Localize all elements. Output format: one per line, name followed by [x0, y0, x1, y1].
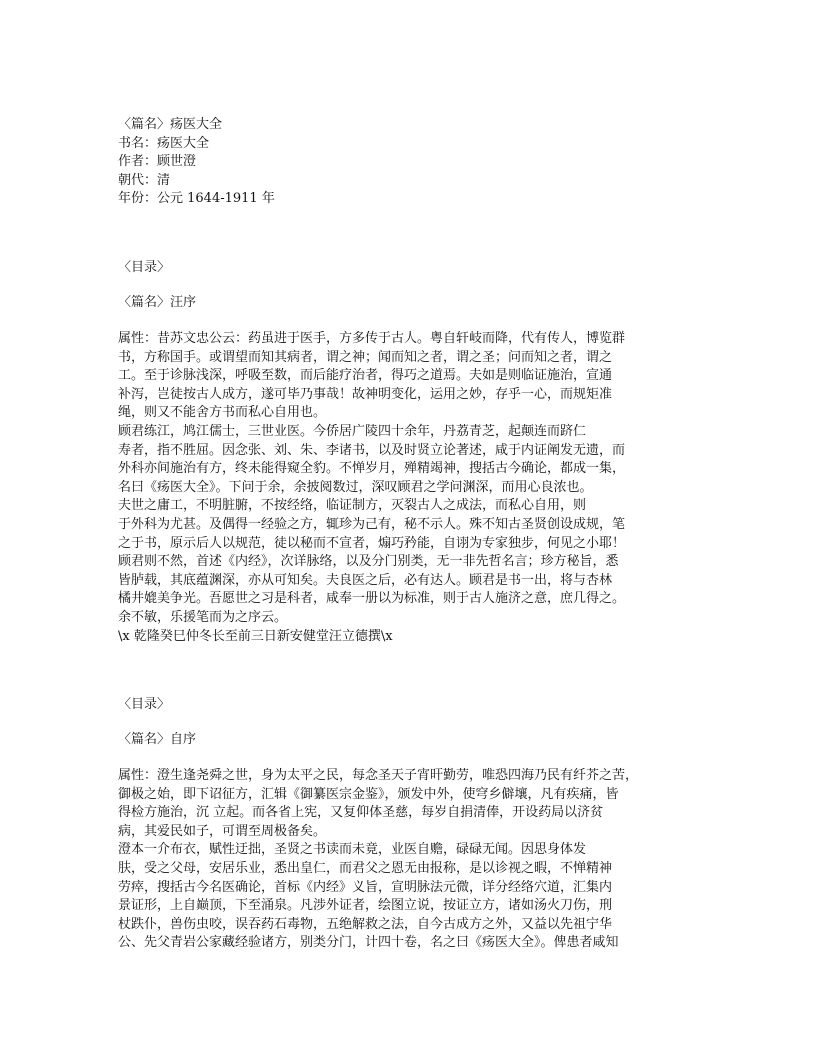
- text-line: \x 乾隆癸巳仲冬长至前三日新安健堂汪立德撰\x: [118, 628, 393, 644]
- info-line: 朝代：清: [118, 172, 171, 188]
- text-line: 顾君则不然，首述《内经》，次详脉络，以及分门别类，无一非先哲名言；珍方秘旨，悉: [118, 554, 619, 570]
- text-line: 景证形，上自巅顶，下至涌泉。凡涉外证者，绘图立说，按证立方，诸如汤火刀伤，刑: [118, 898, 613, 914]
- text-line: 书，方称国手。或谓望而知其病者，谓之神；闻而知之者，谓之圣；问而知之者，谓之: [118, 349, 613, 365]
- text-line: 肤，受之父母，安居乐业，悉出皇仁，而君父之恩无由报称，是以诊视之暇，不惮精神: [118, 860, 613, 876]
- text-line: 顾君练江，鸠江儒士，三世业医。今侨居广陵四十余年，丹荔青芝，起颠连而跻仁: [118, 423, 587, 439]
- text-line: 补泻，岂徒按古人成方，遂可毕乃事哉！故神明变化，运用之妙，存乎一心，而规矩准: [118, 386, 613, 402]
- text-line: 公、先父青岩公家藏经验诸方，别类分门，计四十卷，名之曰《疡医大全》。俾患者咸知: [118, 935, 619, 951]
- text-line: 皆胪载，其底蕴渊深，亦从可知矣。夫良医之后，必有达人。顾君是书一出，将与杏林: [118, 572, 613, 588]
- text-line: 夫世之庸工，不明脏腑，不按经络，临证制方，灭裂古人之成法，而私心自用，则: [118, 498, 587, 514]
- toc-label-1: 〈目录〉: [118, 260, 171, 275]
- text-line: 属性：昔苏文忠公云：药虽进于医手，方多传于古人。粤自轩岐而降，代有传人，博览群: [118, 331, 626, 346]
- text-line: 澄本一介布衣，赋性迂拙，圣贤之书读而未竟，业医自赡，碌碌无闻。因思身体发: [118, 842, 587, 858]
- text-line: 得检方施治，沉 立起。而各省上宪，又复仰体圣慈，每岁自捐清俸，开设药局以济贫: [118, 805, 604, 821]
- text-line: 名曰《疡医大全》。下问于余，余披阅数过，深叹顾君之学问渊深，而用心良浓也。: [118, 479, 593, 495]
- chapter-title-2: 〈篇名〉自序: [118, 732, 197, 747]
- text-line: 杖跌仆，兽伤虫咬，误吞药石毒物，五绝解救之法，自今古成方之外，又益以先祖宁华: [118, 916, 613, 932]
- text-line: 工。至于诊脉浅深，呼吸至数，而后能疗治者，得巧之道焉。夫如是则临证施治，宣通: [118, 368, 613, 384]
- toc-label-2: 〈目录〉: [118, 697, 171, 712]
- text-line: 劳瘁，搜括古今名医确论，首标《内经》义旨，宣明脉法元微，详分经络穴道，汇集内: [118, 879, 613, 895]
- chapter-body-1: [118, 330, 625, 646]
- chapter-body-2: [118, 767, 638, 953]
- info-line: 年份：公元 1644-1911 年: [118, 191, 275, 207]
- text-line: 属性：澄生逢尧舜之世，身为太平之民，每念圣天子宵旰勤劳，唯恐四海乃民有纤芥之苦，: [118, 768, 639, 783]
- info-line: 作者：顾世澄: [118, 154, 197, 170]
- info-line: 〈篇名〉疡医大全: [118, 117, 223, 132]
- book-info: [118, 116, 275, 209]
- text-line: 御极之始，即下诏征方，汇辑《御纂医宗金鉴》，颁发中外，使穹乡僻壤，凡有疾痛，皆: [118, 786, 619, 802]
- text-line: 寿者，指不胜屈。因念张、刘、朱、李诸书，以及时贤立论著述，咸于内证阐发无遗，而: [118, 442, 626, 458]
- text-line: 于外科为尤甚。及偶得一经验之方，辄珍为己有，秘不示人。殊不知古圣贤创设成规，笔: [118, 516, 626, 532]
- text-line: 橘井媲美争光。吾愿世之习是科者，咸奉一册以为标准，则于古人施济之意，庶几得之。: [118, 591, 626, 607]
- text-line: 余不敏，乐援笔而为之序云。: [118, 609, 288, 625]
- text-line: 外科亦间施治有方，终未能得窥全豹。不惮岁月，殚精竭神，搜括古今确论，都成一集，: [118, 461, 626, 477]
- chapter-title-1: 〈篇名〉汪序: [118, 295, 197, 310]
- text-line: 病，其爱民如子，可谓至周极备矣。: [118, 823, 327, 839]
- text-line: 绳，则又不能舍方书而私心自用也。: [118, 405, 327, 421]
- text-line: 之于书，原示后人以规范，徒以秘而不宣者，煽巧矜能，自诩为专家独步，何见之小耶！: [118, 535, 626, 551]
- info-line: 书名：疡医大全: [118, 135, 210, 151]
